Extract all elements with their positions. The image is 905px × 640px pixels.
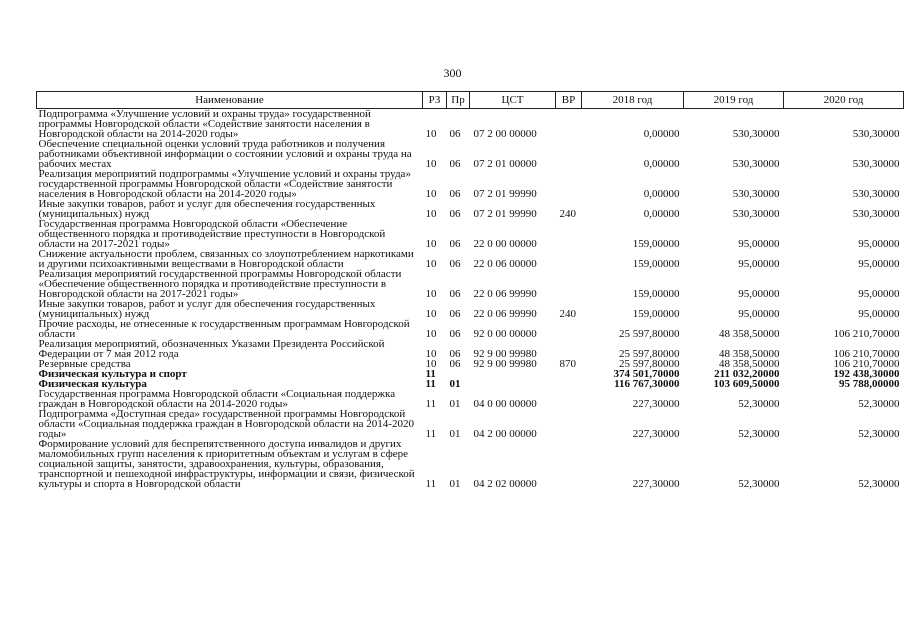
- row-cst: [470, 379, 556, 389]
- row-vr: [556, 369, 582, 379]
- row-value-2018: 0,00000: [643, 208, 680, 220]
- row-rz: 11: [425, 378, 436, 390]
- row-cst: 92 0 00 00000: [473, 328, 537, 340]
- row-name: Физическая культура: [38, 378, 147, 390]
- header-2018: 2018 год: [582, 92, 684, 109]
- table-row: [37, 269, 904, 299]
- row-value-2018: 116 767,30000: [614, 378, 680, 390]
- row-rz: 10: [425, 328, 437, 340]
- row-vr: [556, 439, 582, 489]
- row-value-2020: 106 210,70000: [833, 328, 900, 340]
- row-vr: [556, 139, 582, 169]
- table-row: [37, 319, 904, 339]
- row-pr: 06: [449, 348, 461, 360]
- row-cst: 22 0 06 99990: [473, 288, 537, 300]
- header-rz: РЗ: [423, 92, 447, 109]
- row-rz: 10: [425, 358, 437, 370]
- row-pr: 06: [449, 288, 461, 300]
- page-number: 300: [443, 66, 462, 80]
- row-value-2020: 530,30000: [852, 188, 900, 200]
- row-value-2019: 95,00000: [738, 288, 780, 300]
- row-vr: 240: [559, 308, 576, 320]
- row-value-2020: 95,00000: [858, 288, 900, 300]
- row-value-2019: 211 032,20000: [714, 368, 780, 380]
- row-cst: 22 0 06 00000: [473, 258, 537, 270]
- row-value-2018: 159,00000: [632, 308, 680, 320]
- row-pr: 01: [449, 398, 461, 410]
- table-row: [37, 439, 904, 489]
- row-name: Государственная программа Новгородской области «Обеспечение общественного порядка и противодействие преступности в Новгородской области на 2017-2021 годы»: [38, 218, 386, 250]
- row-value-2019: 103 609,50000: [713, 378, 780, 390]
- row-name: Подпрограмма «Улучшение условий и охраны труда» государственной программы Новгородской области «Содействие занятости населения в Новгородской области на 2014-2020 годы»: [38, 108, 371, 140]
- row-vr: [556, 409, 582, 439]
- row-cst: 92 9 00 99980: [473, 348, 537, 360]
- header-pr: Пр: [447, 92, 470, 109]
- row-vr: 870: [559, 358, 576, 370]
- row-cst: [470, 369, 556, 379]
- header-name: Наименование: [37, 92, 423, 109]
- row-value-2019: 95,00000: [738, 238, 780, 250]
- row-value-2018: 25 597,80000: [619, 348, 680, 360]
- row-rz: 11: [425, 368, 436, 380]
- row-value-2018: 25 597,80000: [619, 358, 680, 370]
- row-value-2020: 95,00000: [858, 258, 900, 270]
- row-cst: 07 2 01 99990: [473, 188, 537, 200]
- row-value-2018: 0,00000: [643, 188, 680, 200]
- row-cst: 04 2 00 00000: [473, 428, 537, 440]
- table-row: [37, 109, 904, 140]
- row-value-2018: 0,00000: [643, 158, 680, 170]
- row-value-2018: 159,00000: [632, 238, 680, 250]
- row-value-2020: 95 788,00000: [839, 378, 900, 390]
- row-name: Формирование условий для беспрепятственного доступа инвалидов и других маломобильных групп населения к приоритетным объектам и услугам в сфере социальной защиты, занятости, здравоохранения, культуры, образования, транспортной и пешеходной инфраструктуры, информации и связи, физической культуры и спорта в Новгородской области: [38, 438, 415, 490]
- row-value-2018: 159,00000: [632, 258, 680, 270]
- row-cst: 04 2 02 00000: [473, 478, 537, 490]
- row-rz: 11: [425, 428, 437, 440]
- row-cst: 07 2 00 00000: [473, 128, 537, 140]
- row-name: Государственная программа Новгородской области «Социальная поддержка граждан в Новгородской области на 2014-2020 годы»: [38, 388, 396, 410]
- row-value-2019: 48 358,50000: [719, 358, 780, 370]
- row-cst: 04 0 00 00000: [473, 398, 537, 410]
- row-rz: 10: [425, 238, 437, 250]
- row-vr: [556, 319, 582, 339]
- row-name: Реализация мероприятий государственной программы Новгородской области «Обеспечение общественного порядка и противодействие преступности в Новгородской области на 2017-2021 годы»: [38, 268, 402, 300]
- row-value-2020: 52,30000: [858, 478, 900, 490]
- row-value-2020: 52,30000: [858, 428, 900, 440]
- row-value-2018: 227,30000: [632, 428, 680, 440]
- table-row: [37, 199, 904, 219]
- row-rz: 10: [425, 208, 437, 220]
- row-value-2019: 48 358,50000: [719, 328, 780, 340]
- row-cst: 92 9 00 99980: [473, 358, 537, 370]
- row-rz: 10: [425, 348, 437, 360]
- row-pr: 06: [449, 308, 461, 320]
- table-row: [37, 249, 904, 269]
- row-pr: 06: [449, 158, 461, 170]
- row-value-2018: 159,00000: [632, 288, 680, 300]
- header-cst: ЦСТ: [470, 92, 556, 109]
- row-pr: 06: [449, 358, 461, 370]
- row-name: Резервные средства: [38, 358, 131, 370]
- row-value-2020: 95,00000: [858, 308, 900, 320]
- row-pr: 06: [449, 208, 461, 220]
- row-value-2019: 530,30000: [732, 208, 780, 220]
- row-rz: 10: [425, 308, 437, 320]
- row-value-2019: 530,30000: [732, 158, 780, 170]
- row-name: Реализация мероприятий, обозначенных Указами Президента Российской Федерации от 7 мая 2012 года: [38, 338, 385, 360]
- row-rz: 10: [425, 258, 437, 270]
- row-name: Иные закупки товаров, работ и услуг для обеспечения государственных (муниципальных) нужд: [38, 198, 376, 220]
- row-vr: 240: [559, 208, 576, 220]
- row-value-2018: 374 501,70000: [613, 368, 680, 380]
- table-row: [37, 389, 904, 409]
- row-name: Снижение актуальности проблем, связанных со злоупотреблением наркотиками и другими психоактивными веществами в Новгородской области: [38, 248, 414, 270]
- row-value-2018: 0,00000: [643, 128, 680, 140]
- row-name: Обеспечение специальной оценки условий труда работников и получения работниками объективной информации о состоянии условий и охраны труда на рабочих местах: [38, 138, 412, 170]
- row-vr: [556, 219, 582, 249]
- row-name: Реализация мероприятий подпрограммы «Улучшение условий и охраны труда» государственной программы Новгородской области «Содействие занятости населения в Новгородской области на 2014-2020 годы»: [38, 168, 411, 200]
- row-vr: [556, 379, 582, 389]
- row-rz: 10: [425, 128, 437, 140]
- row-value-2019: 52,30000: [738, 428, 780, 440]
- row-value-2019: 95,00000: [738, 258, 780, 270]
- row-pr: 01: [449, 428, 461, 440]
- row-cst: 07 2 01 99990: [473, 208, 537, 220]
- row-pr: 01: [449, 378, 461, 390]
- row-rz: 10: [425, 288, 437, 300]
- header-2019: 2019 год: [684, 92, 784, 109]
- row-value-2018: 25 597,80000: [619, 328, 680, 340]
- row-pr: 06: [449, 238, 461, 250]
- row-value-2019: 530,30000: [732, 188, 780, 200]
- row-pr: 06: [449, 258, 461, 270]
- row-value-2020: 530,30000: [852, 208, 900, 220]
- table-row: [37, 299, 904, 319]
- row-vr: [556, 249, 582, 269]
- row-value-2019: 52,30000: [738, 478, 780, 490]
- table-row: [37, 139, 904, 169]
- row-vr: [556, 169, 582, 199]
- row-value-2019: 52,30000: [738, 398, 780, 410]
- row-value-2020: 530,30000: [852, 128, 900, 140]
- row-name: Прочие расходы, не отнесенные к государственным программам Новгородской области: [38, 318, 410, 340]
- header-vr: ВР: [556, 92, 582, 109]
- row-rz: 11: [425, 398, 437, 410]
- row-cst: 22 0 06 99990: [473, 308, 537, 320]
- row-pr: 06: [449, 128, 461, 140]
- row-rz: 10: [425, 158, 437, 170]
- row-cst: 22 0 00 00000: [473, 238, 537, 250]
- row-pr: 06: [449, 328, 461, 340]
- row-value-2019: 530,30000: [732, 128, 780, 140]
- row-vr: [556, 269, 582, 299]
- table-header-row: [37, 92, 904, 109]
- row-pr: 06: [449, 188, 461, 200]
- row-value-2020: 52,30000: [858, 398, 900, 410]
- row-rz: 11: [425, 478, 437, 490]
- table-row: [37, 339, 904, 359]
- row-value-2018: 227,30000: [632, 478, 680, 490]
- row-name: Физическая культура и спорт: [38, 368, 187, 380]
- row-cst: 07 2 01 00000: [473, 158, 537, 170]
- row-value-2020: 192 438,30000: [833, 368, 900, 380]
- row-pr: 01: [449, 478, 461, 490]
- row-value-2018: 227,30000: [632, 398, 680, 410]
- row-name: Подпрограмма «Доступная среда» государственной программы Новгородской области «Социальная поддержка граждан в Новгородской области на 2014-2020 годы»: [38, 408, 414, 440]
- table-row: [37, 409, 904, 439]
- row-value-2020: 95,00000: [858, 238, 900, 250]
- row-name: Иные закупки товаров, работ и услуг для обеспечения государственных (муниципальных) нужд: [38, 298, 376, 320]
- row-rz: 10: [425, 188, 437, 200]
- row-value-2020: 106 210,70000: [833, 348, 900, 360]
- row-vr: [556, 339, 582, 359]
- header-2020: 2020 год: [784, 92, 904, 109]
- row-value-2020: 106 210,70000: [833, 358, 900, 370]
- row-vr: [556, 389, 582, 409]
- table-row: [37, 219, 904, 249]
- row-vr: [556, 109, 582, 140]
- table-row: [37, 169, 904, 199]
- budget-table: [36, 91, 904, 489]
- row-value-2019: 95,00000: [738, 308, 780, 320]
- row-value-2019: 48 358,50000: [719, 348, 780, 360]
- row-value-2020: 530,30000: [852, 158, 900, 170]
